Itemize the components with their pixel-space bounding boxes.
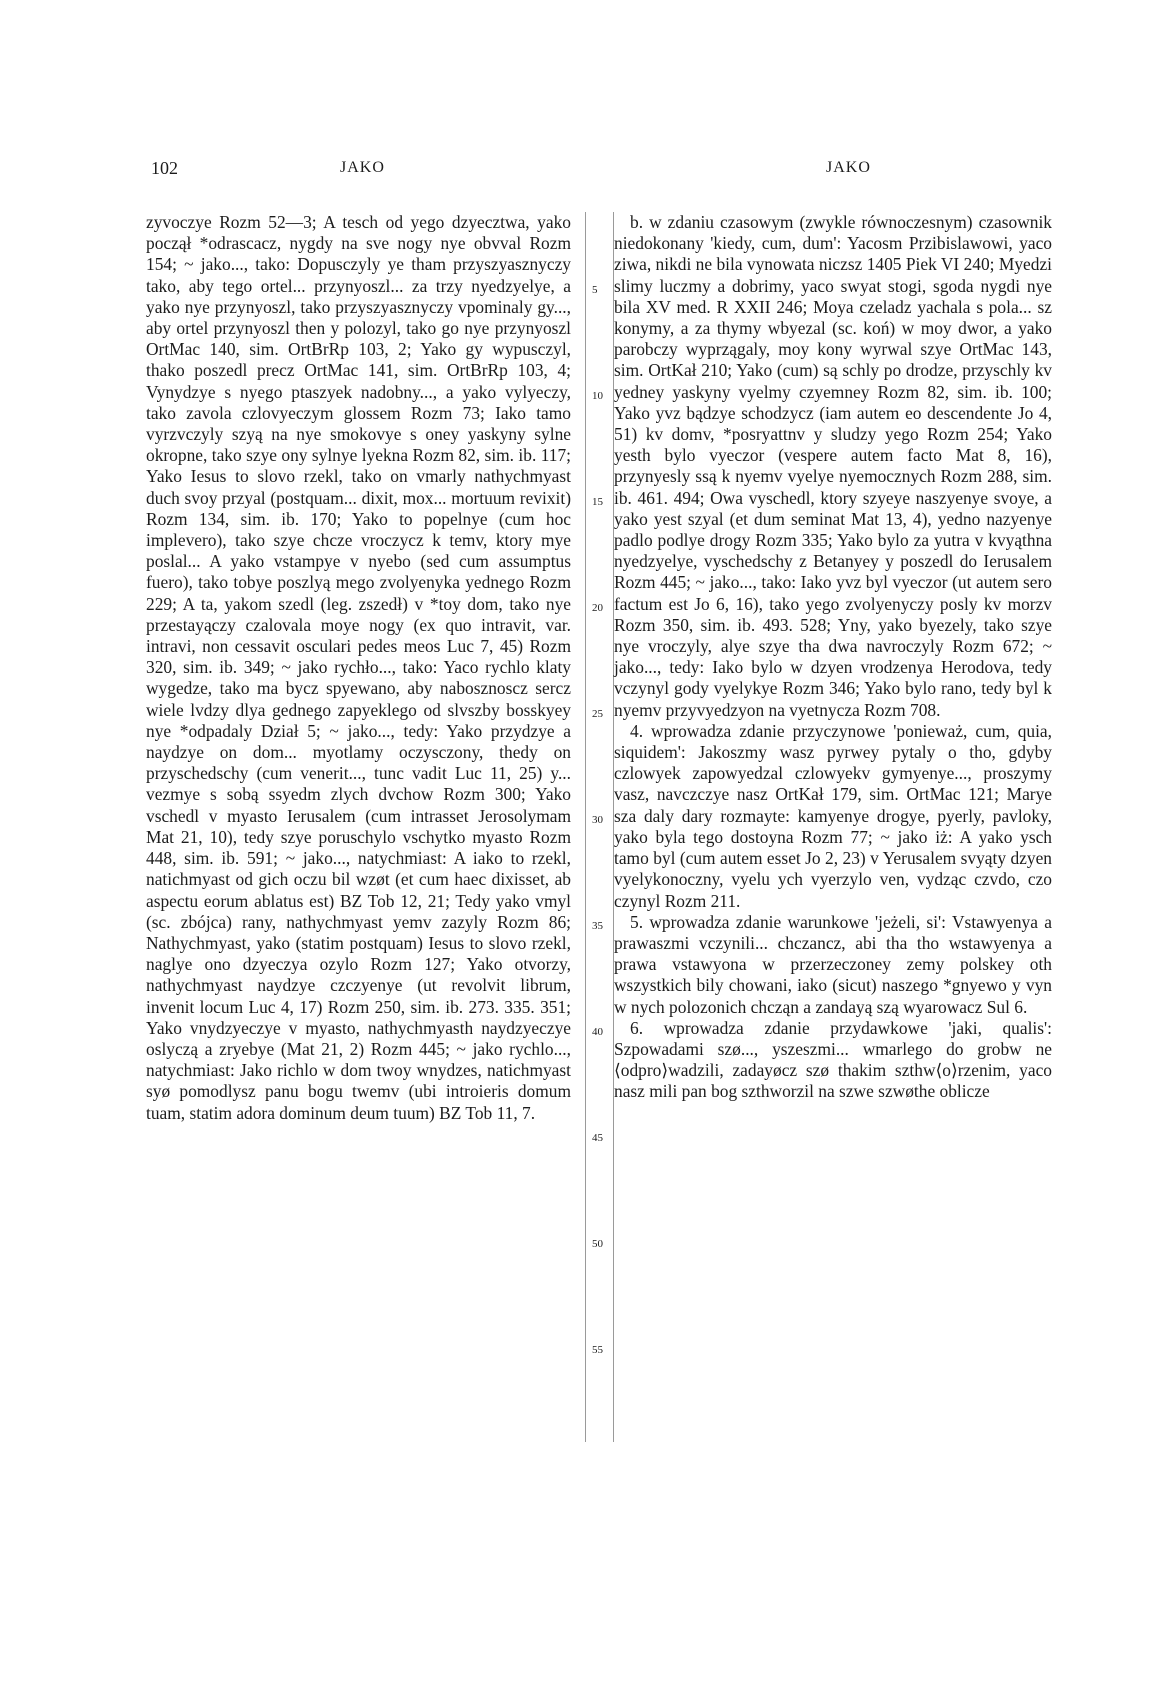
left-text-column [146,212,571,1124]
line-number: 15 [592,496,603,508]
line-number: 50 [592,1238,603,1250]
line-number: 25 [592,708,603,720]
line-number: 5 [592,284,598,296]
entry-paragraph: 5. wprowadza zdanie warunkowe 'jeżeli, si': Vstawyenya a prawaszmi vczynili... chczancz, abi tha tho wstawyenya a prawa vstawyona w przerzeczoney zemy polskey oth wszystkich bily chowani, iako (sicut) naszego *gnyewo y vyn w nych polozonich chcząn a zandayą szą wyarowacz Sul 6. [614,911,1052,1017]
line-number: 55 [592,1344,603,1356]
line-number: 35 [592,920,603,932]
entry-paragraph: 6. wprowadza zdanie przydawkowe 'jaki, qualis': Szpowadami szø..., yszeszmi... wmarlego do grobw ne ⟨odpro⟩wadzili, zadayøcz szø thakim szthw⟨o⟩rzenim, yaco nasz mili pan bog szthworzil na szwe szwøthe oblicze [614,1017,1052,1102]
entry-paragraph: zyvoczye Rozm 52—3; A tesch od yego dzyecztwa, yako począł *odrascacz, nygdy na sve nogy nye obvval Rozm 154; ~ jako..., tako: Dopusczyly ye tham przyszyasznyczy tako, aby tego ortel... przynyoszl... za trzy nyedzyelye, a yako nye przynyoszl, tako przyszyasznyczy vpominaly gy..., aby ortel przynyoszl then y polozyl, tako go nye przynyoszl OrtMac 140, sim. OrtBrRp 103, 2; Yako gy wypusczyl, thako poszedl precz OrtMac 141, sim. OrtBrRp 103, 4; Vynydzye s nyego ptaszyek nadobny..., a yako vylyeczy, tako zavola czlovyeczym glossem Rozm 73; Iako tamo vyrzvczyly szyą na nye smokovye s oney yaskyny sylne okropne, tako szye ony sylnye lyekna Rozm 82, sim. ib. 117; Yako Iesus to slovo rzekl, tako on vmarly nathychmyast duch svoy przyal (postquam... dixit, mox... mortuum revixit) Rozm 134, sim. ib. 170; Yako to popelnye (cum hoc implevero), tako szye chcze vroczycz k temv, ktory mye poslal... A yako vstampye v nyebo (sed cum assumptus fuero), tako tobye poszlyą mego zvolyenyka yednego Rozm 229; A ta, yakom szedl (leg. zszedł) v *toy dom, tako nye przestayączy czalovala moye nogy (ex quo intravit, var. intravi, non cessavit osculari pedes meos Luc 7, 45) Rozm 320, sim. ib. 349; ~ jako rychło..., tako: Yaco rychlo klaty wygedze, tako ma bycz spyewano, aby nabosznoscz sercz wiele lvdzy dlya gednego zapyeklego od slvszby bosskyey nye *odpadaly Dział 5; ~ jako..., tedy: Yako przydzye a naydzye on dom... myotlamy oczysczony, thedy on przyschedschy (cum venerit..., tunc vadit Luc 11, 25) y... vezmye s sobą ssyedm zlych dvchow Rozm 300; Yako vschedl v myasto Ierusalem (cum intrasset Jerosolymam Mat 21, 10), tedy szye poruschylo vschytko myasto Rozm 448, sim. ib. 591; ~ jako..., natychmiast: A iako to rzekl, natichmyast od gich oczu bil wzøt (et cum haec dixisset, ab aspectu eorum ablatus est) BZ Tob 12, 21; Tedy yako vmyl (sc. zbójca) rany, nathychmyast yemv zazyly Rozm 86; Nathychmyast, yako (statim postquam) Iesus to slovo rzekl, naglye ono dzyeczya ozylo Rozm 127; Yako otvorzy, nathychmyast naydzye czczyenye (ut revolvit librum, invenit locum Luc 4, 17) Rozm 250, sim. ib. 273. 335. 351; Yako vnydzyeczye v myasto, nathychmyasth naydzyeczye oslyczą a zryebye (Mat 21, 2) Rozm 445; ~ jako rychlo..., natychmiast: Jako richlo w dom twoy wnydzes, natichmyast syø pomodlysz panu bogu twemv (ubi introieris domum tuam, statim adora dominum deum tuum) BZ Tob 11, 7. [146,212,571,1123]
line-number: 40 [592,1026,603,1038]
page-number: 102 [151,158,178,178]
line-number: 45 [592,1132,603,1144]
line-number: 10 [592,390,603,402]
column-rule-left [585,212,586,1442]
line-number: 20 [592,602,603,614]
line-number: 30 [592,814,603,826]
right-running-head: JAKO [826,159,871,176]
left-running-head: JAKO [340,159,385,176]
entry-paragraph: 4. wprowadza zdanie przyczynowe 'ponieważ, cum, quia, siquidem': Jakoszmy wasz pyrwey pytaly o tho, gdyby czlowyek zapowyedzal czlowyekv gymyenye..., proszymy vasz, navczczye nasz OrtKał 179, sim. OrtMac 121; Marye sza daly dary rozmayte: kamyenye drogye, pyerly, pavloky, yako byla tego dostoyna Rozm 77; ~ jako iż: A yako ysch tamo byl (cum autem esset Jo 2, 23) v Yerusalem svyąty dzyen vyelykonoczny, vyelu ych vyerzylo ven, vydząc czvdo, czo czynyl Rozm 211. [614,720,1052,911]
entry-paragraph: b. w zdaniu czasowym (zwykle równoczesnym) czasownik niedokonany 'kiedy, cum, dum': Yacosm Przibislawowi, yaco ziwa, nikdi ne bila vynowata niczsz 1405 Piek VI 240; Myedzi slimy luczmy a dobrimy, yaco swyat stogi, sgoda nygdi nye bila XV med. R XXII 246; Moya czeladz yachala s pola... sz konymy, a za thymy wbyezal (sc. koń) w moy dwor, a yako parobczy wyprzągaly, moy kony wyrwal szye OrtMac 143, sim. OrtKał 210; Yako (cum) są schly po drodze, przyschly kv yedney yaskyny vyelmy czyemney Rozm 82, sim. ib. 100; Yako yvz bądzye schodzycz (iam autem eo descendente Jo 4, 51) kv domv, *posryattnv y sludzy yego Rozm 254; Yako yesth bylo vyeczor (vespere autem facto Mat 8, 16), przynyesly ssą k nyemv vyelye nyemocznych Rozm 288, sim. ib. 461. 494; Owa vyschedl, ktory szyeye naszyenye svoye, a yako yest szyal (et dum seminat Mat 13, 4), yedno nazyenye padlo podlye drogy Rozm 335; Yako bylo za yutra v kvyąthna nyedzyelye, vyschedschy z Betanyey y poszedl do Ierusalem Rozm 445; ~ jako..., tako: Iako yvz byl vyeczor (ut autem sero factum est Jo 6, 16), tako yego zvolyenyczy posly kv morzv Rozm 350, sim. ib. 493. 528; Yny, yako byezely, tako szye nye vroczyly, alye szye tha dwa navroczyly Rozm 672; ~ jako..., tedy: Iako bylo w dzyen vrodzenya Herodova, tedy vczynyl gody vyelykye Rozm 346; Yako bylo rano, tedy byl k nyemv przyvyedzyon na vyetnycza Rozm 708. [614,212,1052,720]
right-text-column [614,212,1052,1103]
